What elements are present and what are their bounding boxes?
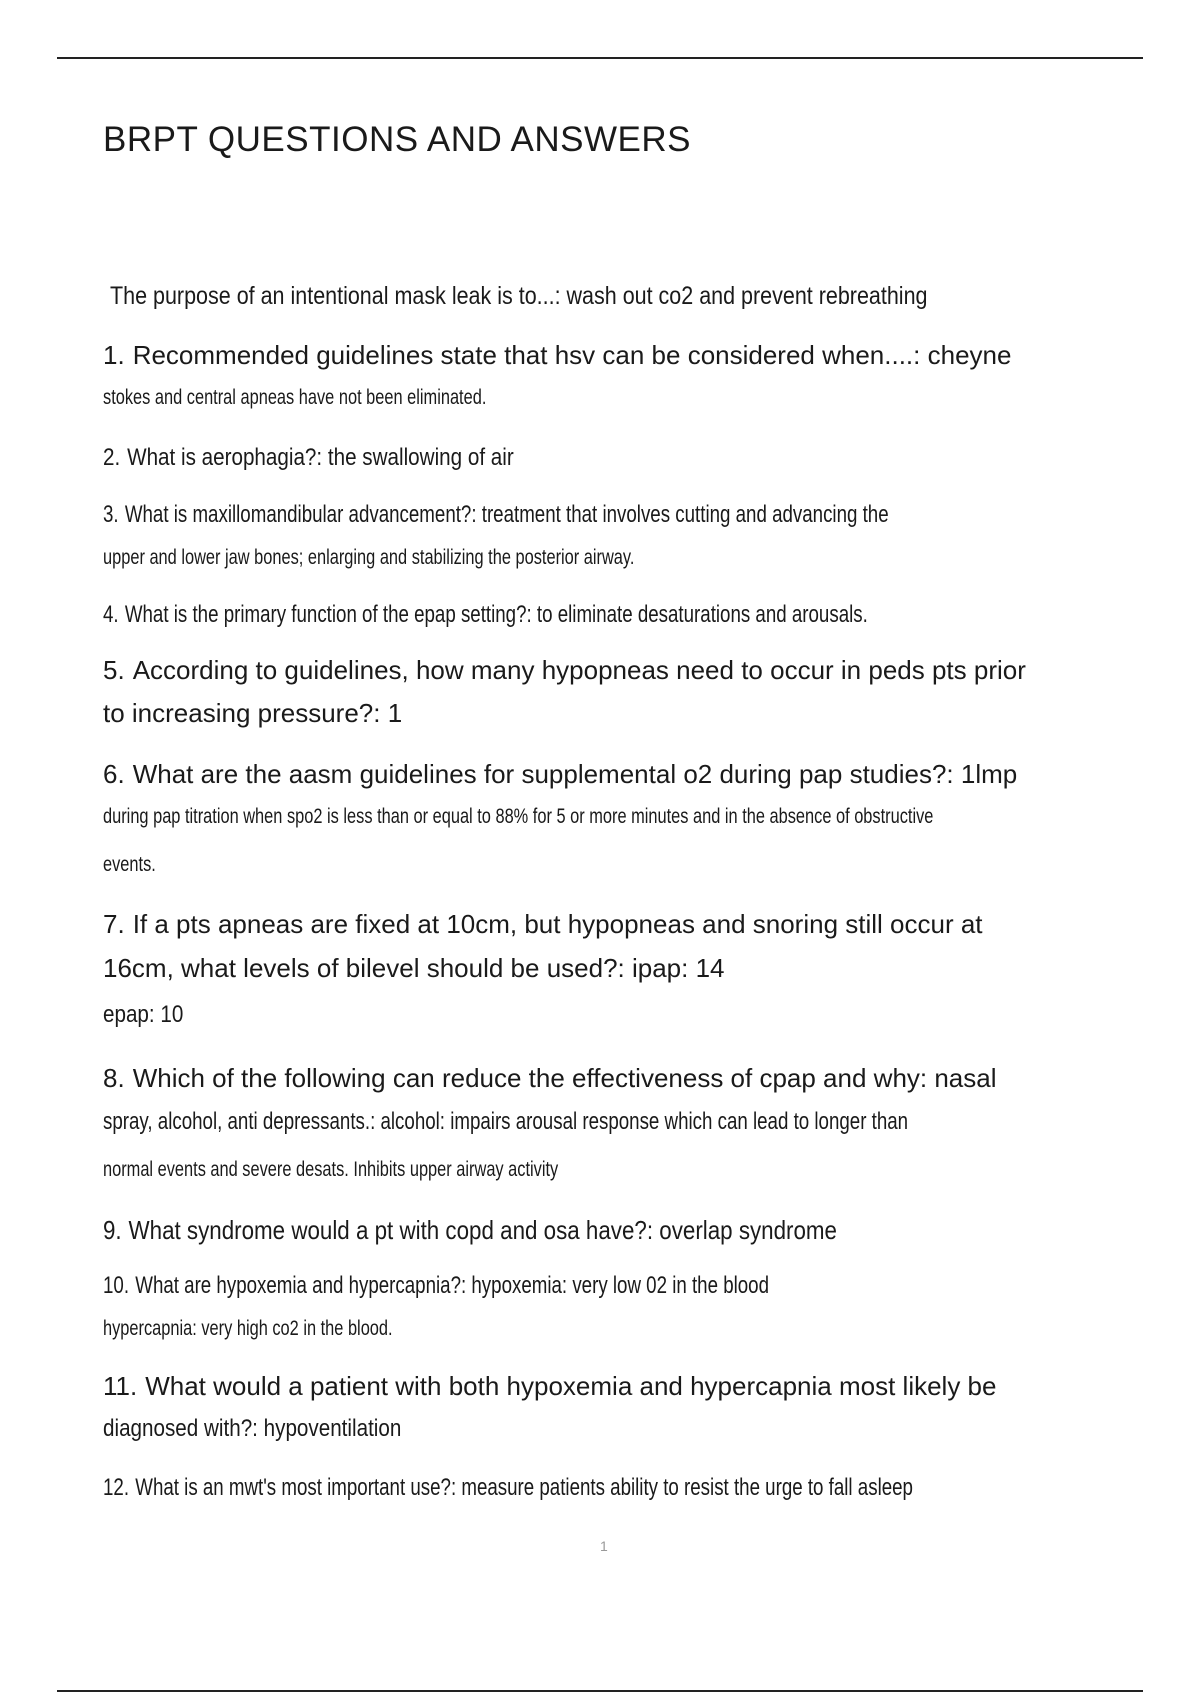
qa-question: If a pts apneas are fixed at 10cm, but hypopneas and snoring still occur at	[132, 909, 983, 939]
qa-number: 3.	[103, 501, 119, 528]
page-title: BRPT QUESTIONS AND ANSWERS	[103, 120, 692, 159]
qa-number: 4.	[103, 601, 119, 628]
qa-item-5	[103, 652, 1133, 738]
intro-question: The purpose of an intentional mask leak is to...: wash out co2 and prevent rebreathing	[110, 282, 928, 310]
top-rule	[57, 57, 1143, 59]
qa-answer: during pap titration when spo2 is less than or equal to 88% for 5 or more minutes and in the absence of obstructive	[103, 805, 934, 828]
qa-question: What is the primary function of the epap setting?: to eliminate desaturations and arousals.	[124, 601, 868, 628]
qa-number: 1.	[103, 340, 125, 370]
qa-item-9	[103, 1212, 1133, 1248]
qa-answer: diagnosed with?: hypoventilation	[103, 1415, 402, 1442]
qa-item-11	[103, 1368, 1133, 1454]
qa-number: 9.	[103, 1215, 122, 1245]
bottom-rule	[57, 1690, 1143, 1692]
page-number: 1	[600, 1538, 608, 1554]
qa-answer: spray, alcohol, anti depressants.: alcohol: impairs arousal response which can lead to longer than	[103, 1108, 909, 1135]
qa-item-6	[103, 756, 1133, 888]
qa-answer: to increasing pressure?: 1	[103, 698, 403, 728]
qa-answer: hypercapnia: very high co2 in the blood.	[103, 1317, 393, 1340]
qa-number: 10.	[103, 1272, 130, 1299]
qa-item-8	[103, 1060, 1133, 1192]
qa-question: According to guidelines, how many hypopneas need to occur in peds pts prior	[132, 655, 1026, 685]
qa-question: What syndrome would a pt with copd and osa have?: overlap syndrome	[128, 1215, 837, 1245]
qa-question: What are hypoxemia and hypercapnia?: hypoxemia: very low 02 in the blood	[135, 1272, 770, 1299]
qa-item-1	[103, 337, 1133, 423]
qa-answer: 16cm, what levels of bilevel should be used?: ipap: 14	[103, 953, 725, 983]
qa-item-7	[103, 906, 1133, 1036]
qa-question: Recommended guidelines state that hsv can be considered when....: cheyne	[132, 340, 1012, 370]
qa-item-10	[103, 1268, 1133, 1354]
qa-number: 5.	[103, 655, 125, 685]
qa-question: What is an mwt's most important use?: measure patients ability to resist the urge to fall asleep	[135, 1474, 913, 1501]
qa-number: 12.	[103, 1474, 130, 1501]
qa-item-2	[103, 440, 1133, 476]
qa-item-12	[103, 1470, 1133, 1506]
qa-answer-continued: normal events and severe desats. Inhibits upper airway activity	[103, 1158, 559, 1181]
qa-answer-continued: events.	[103, 853, 156, 876]
qa-answer: stokes and central apneas have not been eliminated.	[103, 386, 487, 409]
qa-number: 7.	[103, 909, 125, 939]
qa-number: 11.	[103, 1371, 138, 1401]
qa-item-3	[103, 497, 1133, 583]
qa-question: What would a patient with both hypoxemia and hypercapnia most likely be	[145, 1371, 997, 1401]
qa-item-4	[103, 597, 1133, 633]
qa-number: 6.	[103, 759, 125, 789]
qa-question: What are the aasm guidelines for supplemental o2 during pap studies?: 1lmp	[132, 759, 1018, 789]
qa-answer: upper and lower jaw bones; enlarging and stabilizing the posterior airway.	[103, 546, 635, 569]
qa-question: Which of the following can reduce the effectiveness of cpap and why: nasal	[132, 1063, 997, 1093]
qa-question: What is maxillomandibular advancement?: treatment that involves cutting and advancing the	[124, 501, 889, 528]
qa-answer-continued: epap: 10	[103, 1001, 184, 1028]
qa-number: 2.	[103, 444, 121, 471]
qa-question: What is aerophagia?: the swallowing of air	[127, 444, 514, 471]
qa-number: 8.	[103, 1063, 125, 1093]
